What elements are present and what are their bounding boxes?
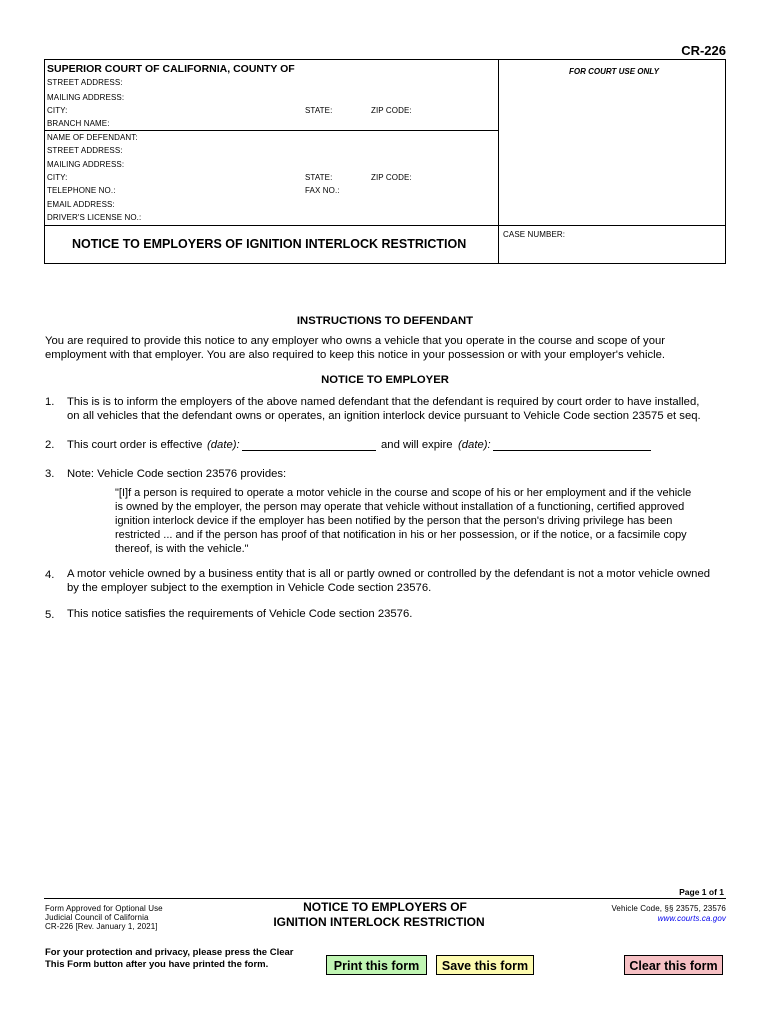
item-3-text: Note: Vehicle Code section 23576 provides:: [67, 468, 287, 480]
defendant-city-label[interactable]: CITY:: [47, 173, 68, 182]
instructions-heading: INSTRUCTIONS TO DEFENDANT: [296, 315, 474, 327]
defendant-state-label[interactable]: STATE:: [305, 173, 333, 182]
expire-date-label: (date):: [458, 439, 491, 451]
court-city-label[interactable]: CITY:: [47, 106, 68, 115]
page-number: Page 1 of 1: [679, 887, 724, 897]
item-4-line-2: by the employer subject to the exemption in Vehicle Code section 23576.: [67, 582, 432, 594]
item-5-number: 5.: [45, 609, 55, 621]
court-zip-label[interactable]: ZIP CODE:: [371, 106, 412, 115]
case-number-label[interactable]: CASE NUMBER:: [503, 230, 566, 239]
item-4-line-1: A motor vehicle owned by a business entity that is all or partly owned or controlled by the defendant is not a motor vehicle owned: [67, 568, 711, 580]
instructions-line-1: You are required to provide this notice to any employer who owns a vehicle that you operate in the course and scope of your: [45, 335, 666, 347]
court-mailing-label[interactable]: MAILING ADDRESS:: [47, 93, 125, 102]
court-street-label[interactable]: STREET ADDRESS:: [47, 78, 123, 87]
caption-divider: [498, 59, 499, 264]
item-5-line-1: This notice satisfies the requirements of Vehicle Code section 23576.: [67, 608, 413, 620]
court-use-label: FOR COURT USE ONLY: [569, 67, 659, 76]
defendant-email-label[interactable]: EMAIL ADDRESS:: [47, 200, 115, 209]
clear-button[interactable]: Clear this form: [624, 955, 723, 975]
item-1-line-1: This is is to inform the employers of the above named defendant that the defendant is required by court order to have installed,: [67, 396, 700, 408]
item-2-number: 2.: [45, 439, 55, 451]
privacy-notice-1: For your protection and privacy, please press the Clear: [45, 947, 294, 958]
expire-date-field[interactable]: [493, 437, 651, 451]
court-state-label[interactable]: STATE:: [305, 106, 333, 115]
item-1-line-2: on all vehicles that the defendant owns or operates, an ignition interlock device pursuant to Vehicle Code section 23575 et seq.: [67, 410, 701, 422]
item-1-number: 1.: [45, 396, 55, 408]
defendant-phone-label[interactable]: TELEPHONE NO.:: [47, 186, 116, 195]
footer-council: Judicial Council of California: [45, 913, 149, 922]
defendant-name-label[interactable]: NAME OF DEFENDANT:: [47, 133, 138, 142]
court-title: SUPERIOR COURT OF CALIFORNIA, COUNTY OF: [47, 63, 295, 75]
item-2-text-a: This court order is effective: [67, 439, 203, 451]
court-section-divider: [44, 130, 499, 131]
privacy-notice-2: This Form button after you have printed the form.: [45, 959, 269, 970]
defendant-fax-label[interactable]: FAX NO.:: [305, 186, 340, 195]
item-2-text-b: and will expire: [381, 439, 453, 451]
defendant-mailing-label[interactable]: MAILING ADDRESS:: [47, 160, 125, 169]
defendant-license-label[interactable]: DRIVER'S LICENSE NO.:: [47, 213, 142, 222]
form-number: CR-226: [681, 43, 726, 58]
footer-rule: [44, 898, 726, 899]
footer-title-2: IGNITION INTERLOCK RESTRICTION: [273, 915, 485, 929]
footer-title-1: NOTICE TO EMPLOYERS OF: [303, 900, 467, 914]
effective-date-field[interactable]: [242, 437, 376, 451]
quote-line-5: thereof, is with the vehicle.": [115, 543, 249, 555]
title-section-divider: [44, 225, 726, 226]
quote-line-3: ignition interlock device if the employer has been notified by the person that the person's driving privilege has been: [115, 515, 673, 527]
footer-vehicle-code: Vehicle Code, §§ 23575, 23576: [611, 904, 726, 913]
save-button[interactable]: Save this form: [436, 955, 534, 975]
quote-line-1: "[I]f a person is required to operate a motor vehicle in the course and scope of his or her employment and if the vehicle: [115, 487, 692, 499]
form-title: NOTICE TO EMPLOYERS OF IGNITION INTERLOCK RESTRICTION: [72, 237, 467, 251]
item-3-number: 3.: [45, 468, 55, 480]
print-button[interactable]: Print this form: [326, 955, 427, 975]
effective-date-label: (date):: [207, 439, 240, 451]
footer-website-link[interactable]: www.courts.ca.gov: [657, 914, 726, 923]
defendant-zip-label[interactable]: ZIP CODE:: [371, 173, 412, 182]
quote-line-4: restricted ... and if the person has proof of that notification in his or her possession, or if the notice, or a facsimile copy: [115, 529, 687, 541]
notice-heading: NOTICE TO EMPLOYER: [321, 374, 449, 386]
quote-line-2: is owned by the employer, the person may operate that vehicle without installation of a functioning, certified approved: [115, 501, 685, 513]
defendant-street-label[interactable]: STREET ADDRESS:: [47, 146, 123, 155]
footer-form-rev: CR-226 [Rev. January 1, 2021]: [45, 922, 158, 931]
court-branch-label[interactable]: BRANCH NAME:: [47, 119, 110, 128]
footer-approval: Form Approved for Optional Use: [45, 904, 163, 913]
item-4-number: 4.: [45, 569, 55, 581]
caption-box: [44, 59, 726, 264]
instructions-line-2: employment with that employer. You are also required to keep this notice in your possession or with your employer's vehicle.: [45, 349, 666, 361]
